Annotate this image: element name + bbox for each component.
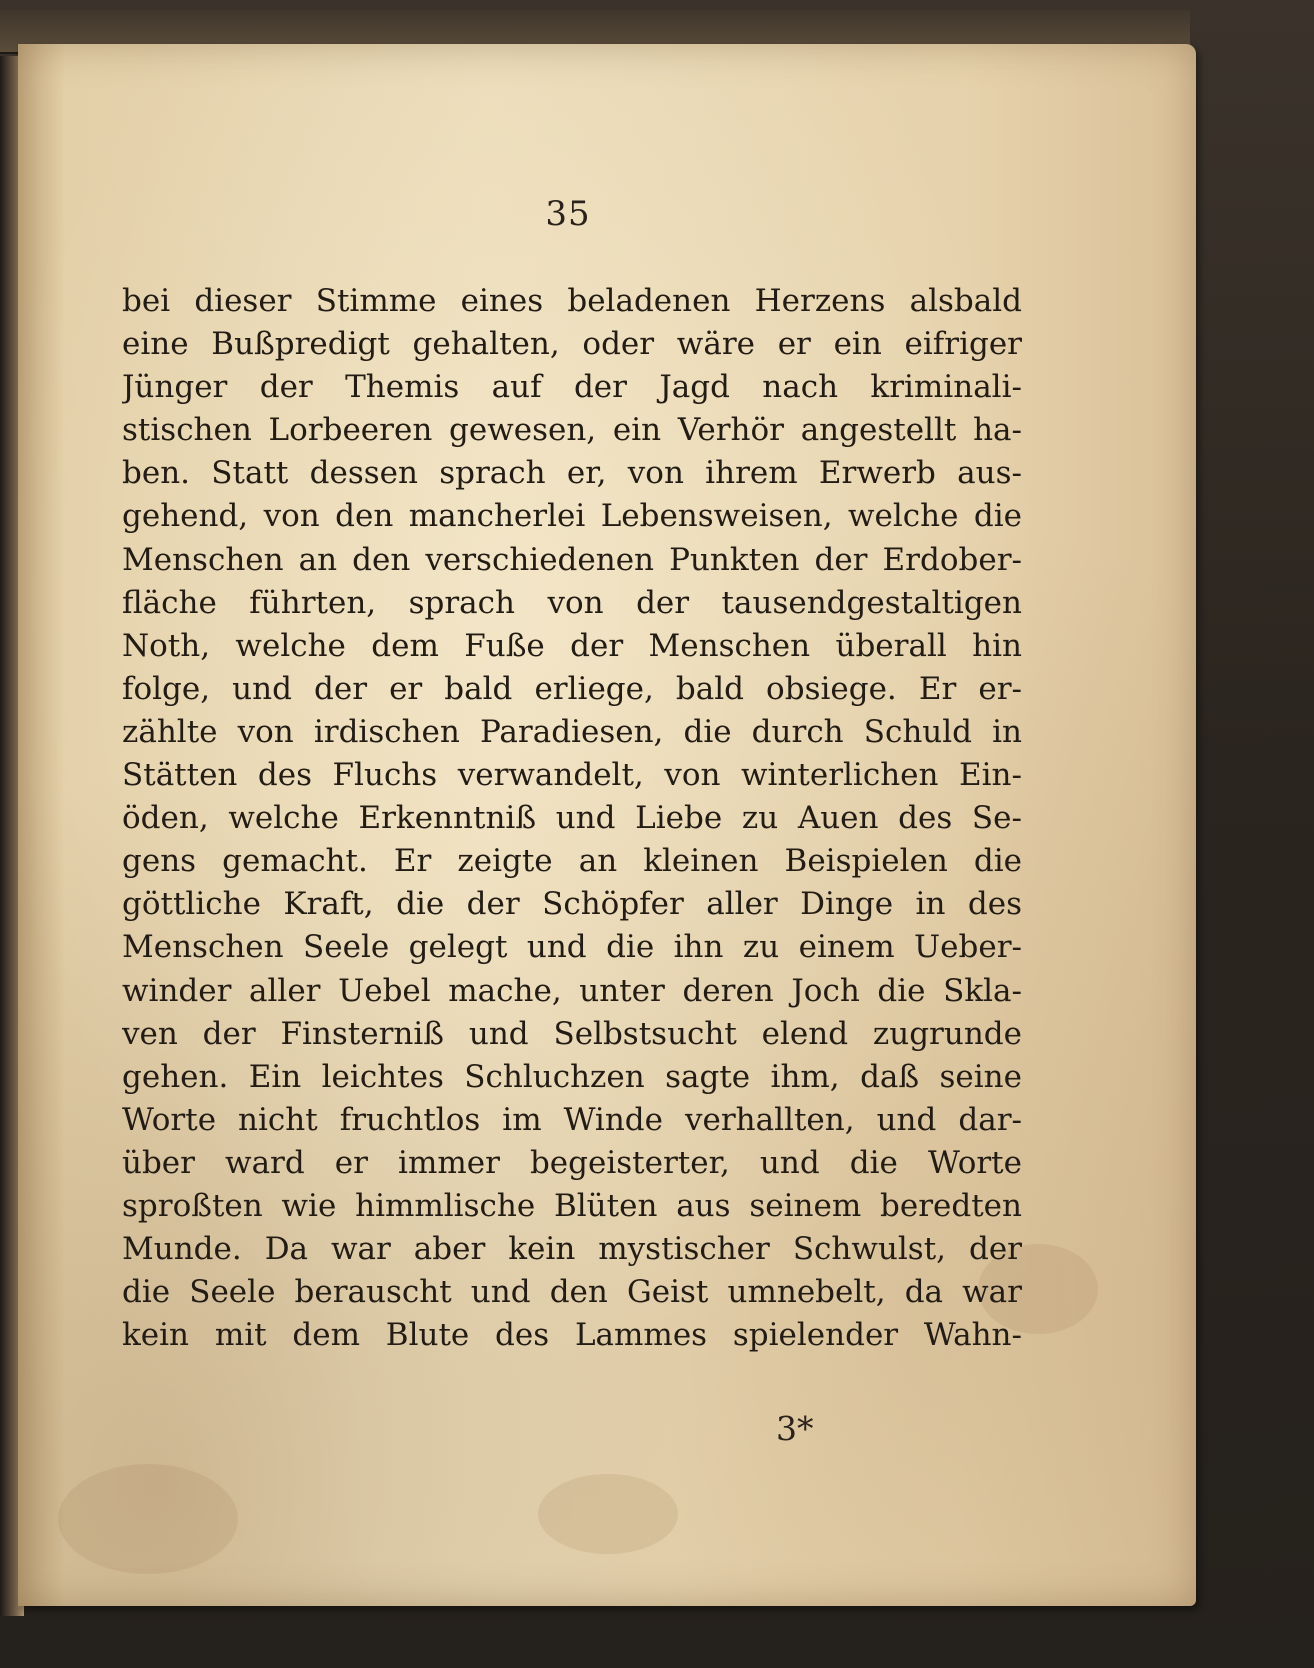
text-line: gehend, von den mancherlei Lebensweisen, welche die	[122, 498, 1022, 535]
paper-stain	[538, 1474, 678, 1554]
text-line: folge, und der er bald erliege, bald obsiege. Er er-	[122, 670, 1022, 707]
text-line: göttliche Kraft, die der Schöpfer aller Dinge in des	[122, 886, 1022, 923]
text-line: ben. Statt dessen sprach er, von ihrem Erwerb aus-	[122, 455, 1022, 492]
text-line: Menschen Seele gelegt und die ihn zu einem Ueber-	[122, 929, 1022, 966]
text-line: eine Bußpredigt gehalten, oder wäre er ein eifriger	[122, 326, 1022, 363]
text-line: ven der Finsterniß und Selbstsucht elend zugrunde	[122, 1015, 1022, 1052]
text-line: kein mit dem Blute des Lammes spielender Wahn-	[122, 1317, 1022, 1354]
signature-mark: 3*	[776, 1409, 814, 1448]
text-line: gens gemacht. Er zeigte an kleinen Beispielen die	[122, 843, 1022, 880]
text-line: stischen Lorbeeren gewesen, ein Verhör angestellt ha-	[122, 412, 1022, 449]
text-line: Jünger der Themis auf der Jagd nach kriminali-	[122, 369, 1022, 406]
text-line: Menschen an den verschiedenen Punkten der Erdober-	[122, 541, 1022, 578]
text-line: Worte nicht fruchtlos im Winde verhallten, und dar-	[122, 1101, 1022, 1138]
text-line: Munde. Da war aber kein mystischer Schwulst, der	[122, 1231, 1022, 1268]
text-line: bei dieser Stimme eines beladenen Herzens alsbald	[122, 283, 1022, 319]
text-line: zählte von irdischen Paradiesen, die durch Schuld in	[122, 713, 1022, 750]
text-line: über ward er immer begeisterter, und die Worte	[122, 1144, 1022, 1181]
text-line: winder aller Uebel mache, unter deren Joch die Skla-	[122, 972, 1022, 1009]
body-text	[122, 280, 1022, 1357]
text-line: Noth, welche dem Fuße der Menschen überall hin	[122, 627, 1022, 664]
text-line: Stätten des Fluchs verwandelt, von winterlichen Ein-	[122, 757, 1022, 794]
paper-stain	[58, 1464, 238, 1574]
text-line: die Seele berauscht und den Geist umnebelt, da war	[122, 1274, 1022, 1311]
text-line: fläche führten, sprach von der tausendgestaltigen	[122, 584, 1022, 621]
page-number: 35	[545, 194, 591, 234]
book-page	[18, 44, 1196, 1606]
text-line: gehen. Ein leichtes Schluchzen sagte ihm, daß seine	[122, 1058, 1022, 1095]
text-line: öden, welche Erkenntniß und Liebe zu Auen des Se-	[122, 800, 1022, 837]
text-line: sproßten wie himmlische Blüten aus seinem beredten	[122, 1187, 1022, 1224]
